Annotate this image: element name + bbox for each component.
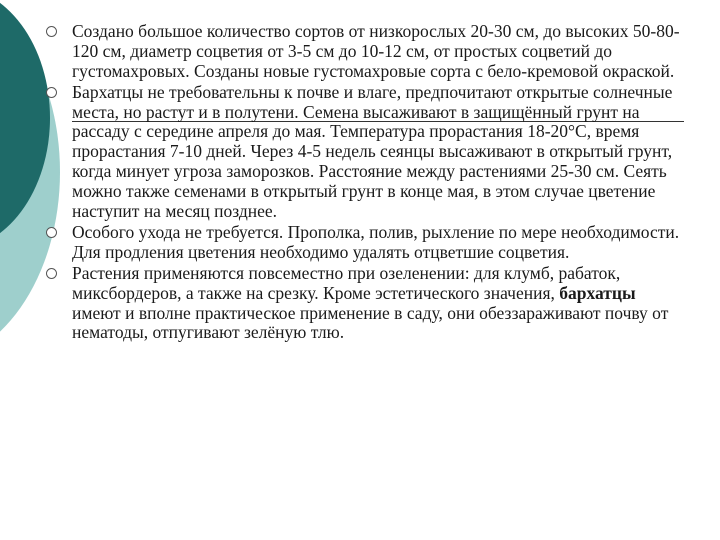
bullet-circle-icon bbox=[46, 268, 57, 279]
bullet-circle-icon bbox=[46, 87, 57, 98]
bullet-item-care bbox=[46, 223, 686, 263]
bullet-text-after: имеют и вполне практическое применение в саду, они обеззараживают почву от нематоды, отпугивают зелёную тлю. bbox=[72, 302, 669, 343]
bullet-circle-icon bbox=[46, 26, 57, 37]
bullet-circle-icon bbox=[46, 227, 57, 238]
bullet-item-varieties bbox=[46, 22, 686, 81]
bullet-text: Создано большое количество сортов от низкорослых 20-30 см, до высоких 50-80-120 см, диаметр соцветия от 3-5 см до 10-12 см, от простых соцветий до густомахровых. Созданы новые густомахровые сорта с бело-кремовой окраской. bbox=[72, 21, 680, 81]
bullet-item-cultivation bbox=[46, 83, 686, 222]
bullet-text-bold: бархатцы bbox=[559, 282, 636, 303]
slide-content bbox=[46, 22, 686, 345]
bullet-text: Бархатцы не требовательны к почве и влаге, предпочитают открытые солнечные места, но растут и в полутени. Семена высаживают в защищённый грунт на рассаду с середине апреля до мая. Температура прорастания 18-20°С, время прорастания 7-10 дней. Через 4-5 недель сеянцы высаживают в открытый грунт, когда минует угроза заморозков. Расстояние между растениями 25-30 см. Сеять можно также семенами в открытый грунт в конце мая, в этом случае цветение наступит на месяц позднее. bbox=[72, 81, 673, 221]
bullet-text: Особого ухода не требуется. Прополка, полив, рыхление по мере необходимости. Для продления цветения необходимо удалять отцветшие соцветия. bbox=[72, 221, 680, 262]
bullet-list bbox=[46, 22, 686, 343]
bullet-text-before: Растения применяются повсеместно при озеленении: для клумб, рабаток, миксбордеров, а также на срезку. Кроме эстетического значения, bbox=[72, 263, 621, 303]
dark-teal-circle bbox=[0, 0, 50, 250]
bullet-item-usage bbox=[46, 264, 686, 343]
